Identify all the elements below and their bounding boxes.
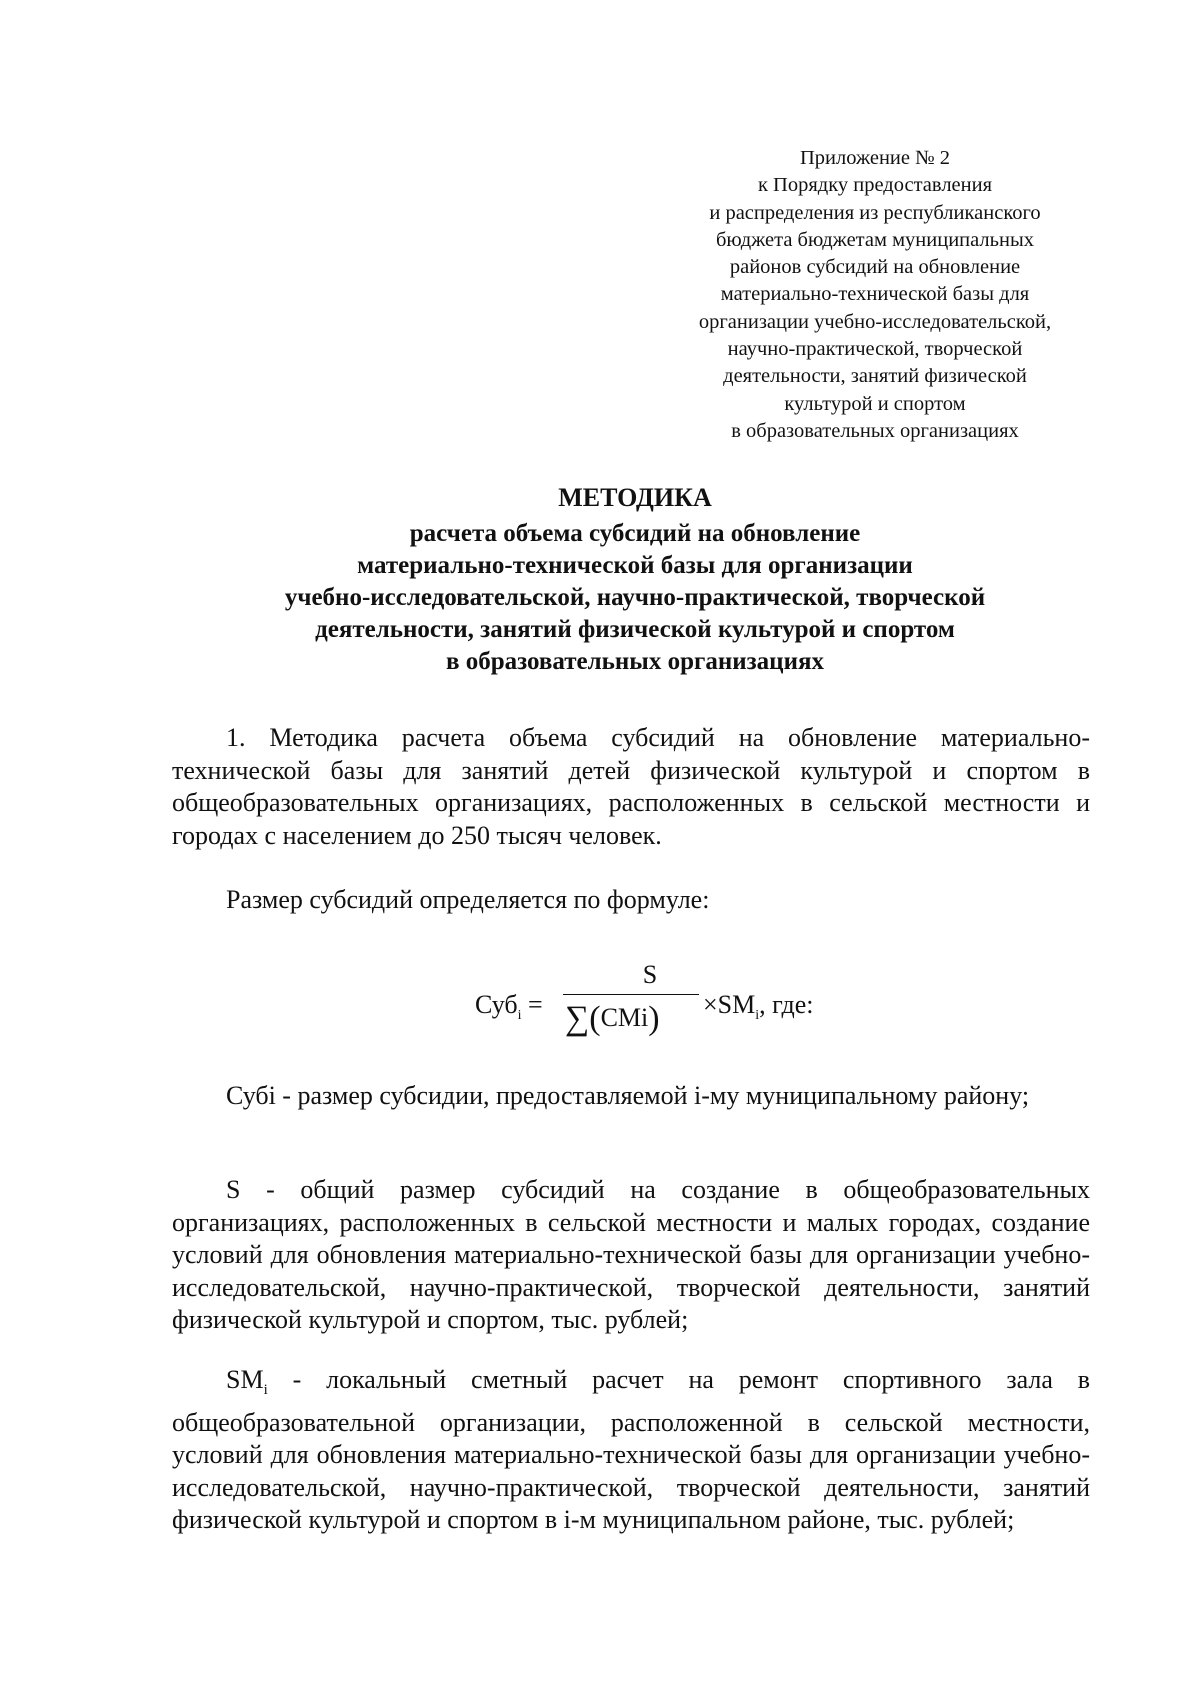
appendix-line: материально-технической базы для bbox=[720, 283, 1030, 306]
appendix-line: культурой и спортом bbox=[784, 392, 966, 415]
paragraph-4-text: S - общий размер субсидий на создание в общеобразовательных организациях, расположенных в сельской местности и малых городах, создание условий для обновления материально-технической базы для организации учебно-исследовательской, научно-практической, творческой деятельности, занятий физической культурой и спортом, тыс. рублей; bbox=[172, 1175, 1090, 1334]
title-line: расчета объема субсидий на обновление bbox=[409, 520, 861, 547]
formula-lhs: Суб$_i$ = bbox=[475, 990, 543, 1024]
appendix-line: Приложение № 2 bbox=[799, 147, 951, 169]
paragraph-1 bbox=[172, 722, 1090, 852]
paragraph-5 bbox=[172, 1364, 1090, 1537]
formula-rhs: $\times SM_i$, где: bbox=[703, 990, 814, 1024]
subsidy-formula bbox=[475, 960, 835, 1060]
paragraph-2-text: Размер субсидий определяется по формуле: bbox=[226, 885, 710, 914]
formula-numerator: S bbox=[642, 960, 658, 989]
appendix-header bbox=[650, 145, 1100, 445]
appendix-line: бюджета бюджетам муниципальных bbox=[715, 228, 1035, 251]
appendix-line: научно-практической, творческой bbox=[727, 338, 1023, 361]
appendix-line: организации учебно-исследовательской, bbox=[698, 310, 1052, 333]
paragraph-3-text: Субі - размер субсидии, предоставляемой і-му муниципальному району; bbox=[226, 1081, 1030, 1110]
sm-symbol: SM bbox=[226, 1365, 264, 1394]
formula-denominator: ∑(CMi) bbox=[565, 1000, 660, 1037]
appendix-line: деятельности, занятий физической bbox=[723, 365, 1027, 388]
paragraph-2 bbox=[172, 884, 1090, 917]
sigma-icon: ∑ bbox=[565, 1000, 590, 1037]
formula-fraction-bar bbox=[563, 994, 699, 995]
title-line: в образовательных организациях bbox=[445, 648, 825, 675]
title-line: учебно-исследовательской, научно-практической, творческой bbox=[284, 584, 986, 611]
paragraph-5-text: - локальный сметный расчет на ремонт спортивного зала в общеобразовательной организации, расположенной в сельской местности, условий для обновления материально-технической базы для организации учебно-исследовательской, научно-практической, творческой деятельности, занятий физической культурой и спортом в і-м муниципальном районе, тыс. рублей; bbox=[172, 1365, 1090, 1535]
appendix-line: районов субсидий на обновление bbox=[729, 256, 1021, 279]
title-line: материально-технической базы для организации bbox=[357, 552, 913, 579]
appendix-line: и распределения из республиканского bbox=[709, 201, 1041, 224]
appendix-line: в образовательных организациях bbox=[731, 419, 1019, 442]
paragraph-3 bbox=[172, 1080, 1090, 1113]
paragraph-1-text: 1. Методика расчета объема субсидий на обновление материально-технической базы для занятий детей физической культурой и спортом в общеобразовательных организациях, расположенных в сельской местности и городах с населением до 250 тысяч человек. bbox=[172, 723, 1090, 850]
document-title bbox=[120, 482, 1150, 678]
title-main: МЕТОДИКА bbox=[558, 483, 712, 512]
appendix-line: к Порядку предоставления bbox=[757, 174, 993, 197]
title-line: деятельности, занятий физической культурой и спортом bbox=[315, 616, 955, 643]
sm-subscript: i bbox=[263, 1382, 268, 1399]
paragraph-4 bbox=[172, 1174, 1090, 1337]
